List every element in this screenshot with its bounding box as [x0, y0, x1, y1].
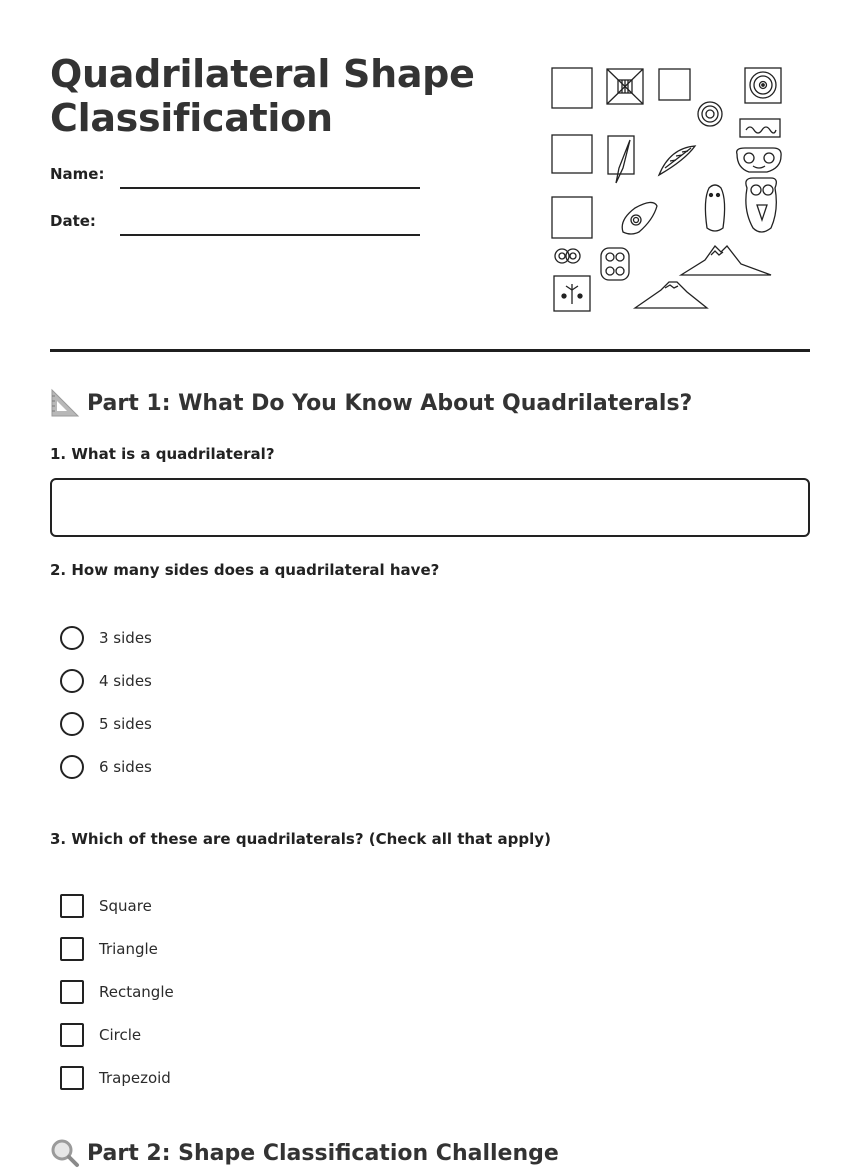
checkbox[interactable]	[60, 1066, 84, 1090]
option-label: 5 sides	[99, 715, 152, 733]
feather-rectangle-motif	[608, 136, 634, 183]
q2-option-3-sides[interactable]	[60, 626, 152, 650]
question-1: 1. What is a quadrilateral?	[50, 445, 275, 463]
option-label: 4 sides	[99, 672, 152, 690]
option-label: Trapezoid	[99, 1069, 171, 1087]
q3-option-circle[interactable]	[60, 1023, 141, 1047]
magnifying-glass-icon	[50, 1138, 80, 1168]
question-3: 3. Which of these are quadrilaterals? (Check all that apply)	[50, 830, 551, 848]
q2-option-5-sides[interactable]	[60, 712, 152, 736]
wave-rectangle-motif	[740, 119, 780, 137]
checkbox[interactable]	[60, 980, 84, 1004]
pounamu-pendant-motif	[622, 202, 657, 234]
part1-heading	[50, 388, 692, 418]
checkbox[interactable]	[60, 894, 84, 918]
carved-square-tree-motif	[554, 276, 590, 311]
square-shape	[552, 135, 592, 173]
radio-button[interactable]	[60, 712, 84, 736]
checkbox[interactable]	[60, 1023, 84, 1047]
part2-heading	[50, 1138, 559, 1168]
radio-button[interactable]	[60, 626, 84, 650]
option-label: Triangle	[99, 940, 158, 958]
date-label: Date:	[50, 212, 96, 230]
four-spiral-motif	[601, 248, 629, 280]
small-square-shape	[659, 69, 690, 100]
q3-option-trapezoid[interactable]	[60, 1066, 171, 1090]
date-field[interactable]	[120, 234, 420, 236]
radio-button[interactable]	[60, 755, 84, 779]
checkbox[interactable]	[60, 937, 84, 961]
shapes-illustration	[545, 60, 790, 318]
square-shape	[552, 197, 592, 238]
q3-option-square[interactable]	[60, 894, 152, 918]
carved-totem-motif	[746, 178, 776, 232]
option-label: Square	[99, 897, 152, 915]
square-shape	[552, 68, 592, 108]
carved-square-motif	[745, 68, 781, 103]
set-square-icon	[50, 388, 80, 418]
section-divider	[50, 349, 810, 352]
option-label: Circle	[99, 1026, 142, 1044]
option-label: 3 sides	[99, 629, 152, 647]
radio-button[interactable]	[60, 669, 84, 693]
q3-option-rectangle[interactable]	[60, 980, 174, 1004]
spiral-motif	[698, 102, 722, 126]
part2-heading-text: Part 2: Shape Classification Challenge	[87, 1140, 559, 1166]
mountain-range-motif	[681, 246, 771, 275]
page-title: Quadrilateral Shape Classification	[50, 52, 475, 140]
standing-figure-motif	[705, 185, 724, 231]
tiki-face-motif	[737, 148, 781, 172]
patterned-square-shape	[607, 69, 643, 104]
option-label: Rectangle	[99, 983, 174, 1001]
question-2: 2. How many sides does a quadrilateral have?	[50, 561, 440, 579]
question-1-answer-input[interactable]	[50, 478, 810, 537]
q2-option-4-sides[interactable]	[60, 669, 152, 693]
q2-option-6-sides[interactable]	[60, 755, 152, 779]
option-label: 6 sides	[99, 758, 152, 776]
volcano-mountain-motif	[635, 282, 707, 308]
part1-heading-text: Part 1: What Do You Know About Quadrilaterals?	[87, 390, 693, 416]
fern-leaf-motif	[659, 146, 695, 175]
double-spiral-motif	[555, 249, 580, 263]
name-label: Name:	[50, 165, 105, 183]
name-field[interactable]	[120, 187, 420, 189]
q3-option-triangle[interactable]	[60, 937, 158, 961]
